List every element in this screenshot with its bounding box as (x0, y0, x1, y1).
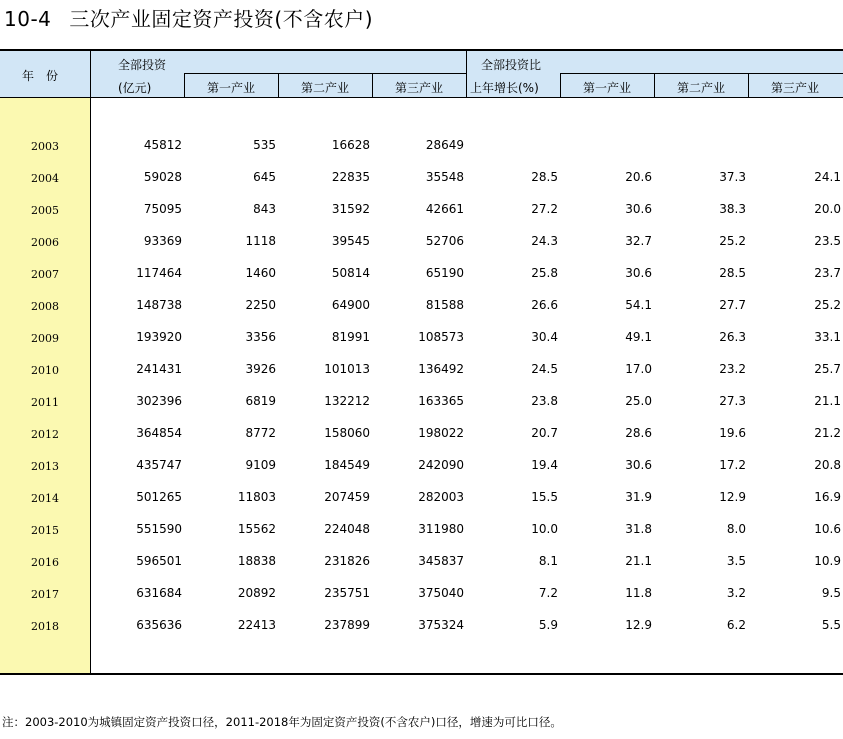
header-secondary: 第二产业 (300, 81, 349, 95)
value-cell-tertiary: 81588 (425, 298, 464, 312)
value-cell-secondary: 231826 (324, 554, 370, 568)
value-cell-g-primary: 30.6 (625, 458, 652, 472)
value-cell-g-primary: 31.9 (625, 490, 652, 504)
value-cell-secondary: 224048 (324, 522, 370, 536)
value-cell-g-primary: 30.6 (625, 202, 652, 216)
value-cell-g-tertiary: 16.9 (814, 490, 841, 504)
value-cell-g-total: 27.2 (531, 202, 558, 216)
value-cell-g-total: 19.4 (531, 458, 558, 472)
year-cell: 2004 (31, 172, 59, 185)
value-cell-g-tertiary: 21.2 (814, 426, 841, 440)
header-growth-total: 上年增长(%) (470, 81, 539, 95)
value-cell-tertiary: 163365 (418, 394, 464, 408)
year-cell: 2018 (31, 620, 59, 633)
value-cell-tertiary: 136492 (418, 362, 464, 376)
value-cell-primary: 645 (253, 170, 276, 184)
value-cell-total: 631684 (136, 586, 182, 600)
value-cell-total: 45812 (143, 138, 182, 152)
value-cell-g-primary: 54.1 (625, 298, 652, 312)
value-cell-secondary: 158060 (324, 426, 370, 440)
year-cell: 2009 (31, 332, 59, 345)
value-cell-total: 635636 (136, 618, 182, 632)
value-cell-total: 435747 (136, 458, 182, 472)
year-cell: 2012 (31, 428, 59, 441)
value-cell-g-total: 8.1 (538, 554, 558, 568)
value-cell-tertiary: 28649 (425, 138, 464, 152)
value-cell-g-total: 24.3 (531, 234, 558, 248)
value-cell-g-total: 28.5 (531, 170, 558, 184)
header-subrule (184, 73, 466, 74)
value-cell-g-total: 30.4 (531, 330, 558, 344)
year-cell: 2003 (31, 140, 59, 153)
value-cell-g-total: 26.6 (531, 298, 558, 312)
value-cell-g-total: 7.2 (538, 586, 558, 600)
value-cell-g-secondary: 8.0 (726, 522, 746, 536)
header-growth-primary: 第一产业 (582, 81, 631, 95)
value-cell-g-total: 20.7 (531, 426, 558, 440)
value-cell-primary: 11803 (237, 490, 276, 504)
value-cell-tertiary: 375040 (418, 586, 464, 600)
value-cell-g-total: 25.8 (531, 266, 558, 280)
value-cell-g-tertiary: 5.5 (821, 618, 841, 632)
value-cell-total: 241431 (136, 362, 182, 376)
value-cell-tertiary: 42661 (425, 202, 464, 216)
value-cell-primary: 20892 (237, 586, 276, 600)
year-cell: 2008 (31, 300, 59, 313)
value-cell-total: 193920 (136, 330, 182, 344)
value-cell-primary: 3926 (245, 362, 276, 376)
value-cell-g-tertiary: 20.0 (814, 202, 841, 216)
value-cell-g-secondary: 26.3 (719, 330, 746, 344)
value-cell-total: 93369 (143, 234, 182, 248)
value-cell-tertiary: 282003 (418, 490, 464, 504)
header-year: 年 份 (22, 69, 59, 83)
value-cell-secondary: 50814 (331, 266, 370, 280)
year-cell: 2010 (31, 364, 59, 377)
header-subrule (560, 73, 843, 74)
value-cell-g-tertiary: 24.1 (814, 170, 841, 184)
value-cell-g-tertiary: 9.5 (821, 586, 841, 600)
value-cell-g-total: 15.5 (531, 490, 558, 504)
value-cell-g-primary: 28.6 (625, 426, 652, 440)
value-cell-total: 364854 (136, 426, 182, 440)
year-cell: 2016 (31, 556, 59, 569)
table-number: 10-4 (4, 7, 52, 31)
header-primary: 第一产业 (206, 81, 255, 95)
value-cell-g-total: 10.0 (531, 522, 558, 536)
value-cell-g-tertiary: 10.9 (814, 554, 841, 568)
value-cell-g-primary: 25.0 (625, 394, 652, 408)
value-cell-g-total: 24.5 (531, 362, 558, 376)
value-cell-primary: 1460 (245, 266, 276, 280)
value-cell-tertiary: 35548 (425, 170, 464, 184)
header-growth-secondary: 第二产业 (676, 81, 725, 95)
value-cell-total: 596501 (136, 554, 182, 568)
value-cell-secondary: 237899 (324, 618, 370, 632)
value-cell-g-primary: 11.8 (625, 586, 652, 600)
header-unit: (亿元) (118, 81, 152, 95)
value-cell-g-primary: 20.6 (625, 170, 652, 184)
value-cell-g-tertiary: 23.7 (814, 266, 841, 280)
value-cell-total: 501265 (136, 490, 182, 504)
value-cell-g-secondary: 25.2 (719, 234, 746, 248)
value-cell-secondary: 16628 (331, 138, 370, 152)
value-cell-total: 117464 (136, 266, 182, 280)
page-title (4, 3, 373, 32)
value-cell-g-primary: 12.9 (625, 618, 652, 632)
value-cell-total: 302396 (136, 394, 182, 408)
value-cell-primary: 18838 (237, 554, 276, 568)
value-cell-g-tertiary: 10.6 (814, 522, 841, 536)
value-cell-g-secondary: 37.3 (719, 170, 746, 184)
value-cell-tertiary: 65190 (425, 266, 464, 280)
col-divider (90, 51, 91, 674)
col-divider (466, 51, 467, 97)
value-cell-g-tertiary: 25.7 (814, 362, 841, 376)
header-bottom-rule (0, 97, 843, 98)
value-cell-primary: 843 (253, 202, 276, 216)
value-cell-secondary: 39545 (331, 234, 370, 248)
value-cell-secondary: 132212 (324, 394, 370, 408)
value-cell-total: 551590 (136, 522, 182, 536)
value-cell-g-secondary: 27.3 (719, 394, 746, 408)
value-cell-total: 59028 (143, 170, 182, 184)
value-cell-g-tertiary: 20.8 (814, 458, 841, 472)
value-cell-primary: 2250 (245, 298, 276, 312)
value-cell-g-secondary: 38.3 (719, 202, 746, 216)
year-cell: 2014 (31, 492, 59, 505)
header-growth-group: 全部投资比 (481, 58, 542, 72)
value-cell-primary: 15562 (237, 522, 276, 536)
year-cell: 2017 (31, 588, 59, 601)
value-cell-primary: 535 (253, 138, 276, 152)
table-title: 三次产业固定资产投资(不含农户) (69, 7, 373, 31)
value-cell-g-primary: 49.1 (625, 330, 652, 344)
value-cell-secondary: 22835 (331, 170, 370, 184)
value-cell-secondary: 64900 (331, 298, 370, 312)
value-cell-tertiary: 52706 (425, 234, 464, 248)
value-cell-secondary: 184549 (324, 458, 370, 472)
value-cell-g-secondary: 3.5 (726, 554, 746, 568)
value-cell-tertiary: 311980 (418, 522, 464, 536)
year-cell: 2013 (31, 460, 59, 473)
value-cell-g-primary: 21.1 (625, 554, 652, 568)
value-cell-tertiary: 345837 (418, 554, 464, 568)
header-growth-tertiary: 第三产业 (770, 81, 819, 95)
value-cell-primary: 9109 (245, 458, 276, 472)
value-cell-g-secondary: 12.9 (719, 490, 746, 504)
value-cell-secondary: 81991 (331, 330, 370, 344)
bottom-rule (0, 673, 843, 675)
value-cell-tertiary: 242090 (418, 458, 464, 472)
value-cell-primary: 1118 (245, 234, 276, 248)
year-cell: 2015 (31, 524, 59, 537)
value-cell-g-secondary: 3.2 (726, 586, 746, 600)
value-cell-g-tertiary: 33.1 (814, 330, 841, 344)
value-cell-g-primary: 17.0 (625, 362, 652, 376)
value-cell-primary: 6819 (245, 394, 276, 408)
value-cell-g-primary: 32.7 (625, 234, 652, 248)
header-total-investment: 全部投资 (118, 58, 167, 72)
value-cell-secondary: 207459 (324, 490, 370, 504)
value-cell-tertiary: 375324 (418, 618, 464, 632)
header-tertiary: 第三产业 (394, 81, 443, 95)
value-cell-g-tertiary: 23.5 (814, 234, 841, 248)
year-cell: 2005 (31, 204, 59, 217)
value-cell-g-total: 5.9 (538, 618, 558, 632)
value-cell-g-primary: 30.6 (625, 266, 652, 280)
value-cell-g-secondary: 6.2 (726, 618, 746, 632)
value-cell-g-total: 23.8 (531, 394, 558, 408)
value-cell-g-secondary: 17.2 (719, 458, 746, 472)
value-cell-total: 148738 (136, 298, 182, 312)
year-cell: 2007 (31, 268, 59, 281)
value-cell-g-tertiary: 25.2 (814, 298, 841, 312)
value-cell-g-primary: 31.8 (625, 522, 652, 536)
value-cell-secondary: 31592 (331, 202, 370, 216)
value-cell-primary: 3356 (245, 330, 276, 344)
value-cell-g-secondary: 19.6 (719, 426, 746, 440)
value-cell-g-secondary: 27.7 (719, 298, 746, 312)
value-cell-primary: 8772 (245, 426, 276, 440)
value-cell-g-secondary: 23.2 (719, 362, 746, 376)
year-cell: 2011 (31, 396, 59, 409)
value-cell-tertiary: 198022 (418, 426, 464, 440)
value-cell-secondary: 101013 (324, 362, 370, 376)
footnote: 注：2003-2010为城镇固定资产投资口径，2011-2018年为固定资产投资(不含农户)口径，增速为可比口径。 (2, 715, 562, 729)
value-cell-g-secondary: 28.5 (719, 266, 746, 280)
year-cell: 2006 (31, 236, 59, 249)
value-cell-primary: 22413 (237, 618, 276, 632)
value-cell-total: 75095 (143, 202, 182, 216)
value-cell-g-tertiary: 21.1 (814, 394, 841, 408)
value-cell-secondary: 235751 (324, 586, 370, 600)
value-cell-tertiary: 108573 (418, 330, 464, 344)
